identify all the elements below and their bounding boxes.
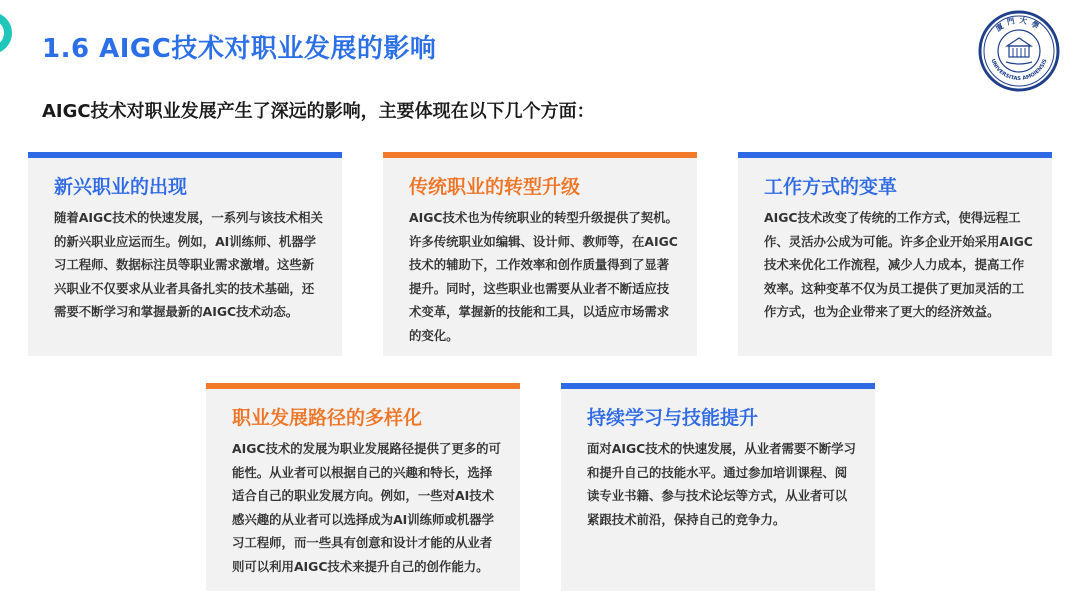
card-title: 传统职业的转型升级 [409, 176, 581, 198]
card-title: 职业发展路径的多样化 [232, 407, 423, 429]
card-body: 面对AIGC技术的快速发展，从业者需要不断学习和提升自己的技能水平。通过参加培训课程、阅读专业书籍、参与技术论坛等方式，从业者可以紧跟技术前沿，保持自己的竞争力。 [587, 441, 856, 527]
card-work-style-change [738, 152, 1052, 356]
card-traditional-jobs-transformation [383, 152, 697, 356]
card-body: 随着AIGC技术的快速发展，一系列与该技术相关的新兴职业应运而生。例如，AI训练师、机器学习工程师、数据标注员等职业需求激增。这些新兴职业不仅要求从业者具备扎实的技术基础，还需要不断学习和掌握最新的AIGC技术动态。 [54, 210, 323, 319]
card-title: 工作方式的变革 [764, 176, 898, 198]
card-career-path-diversity [206, 383, 520, 591]
decorative-ring-icon [0, 12, 12, 54]
page-title: 1.6 AIGC技术对职业发展的影响 [42, 34, 437, 64]
card-accent-bar [738, 152, 1052, 158]
seal-bottom-text: UNIVERSITAS AMOIENSIS [989, 58, 1049, 83]
seal-top-text: 廈門大學 [994, 15, 1044, 34]
card-body: AIGC技术的发展为职业发展路径提供了更多的可能性。从业者可以根据自己的兴趣和特长，选择适合自己的职业发展方向。例如，一些对AI技术感兴趣的从业者可以选择成为AI训练师或机器学习工程师，而一些具有创意和设计才能的从业者则可以利用AIGC技术来提升自己的创作能力。 [232, 441, 501, 574]
card-emerging-jobs [28, 152, 342, 356]
card-body: AIGC技术改变了传统的工作方式，使得远程工作、灵活办公成为可能。许多企业开始采用AIGC技术来优化工作流程，减少人力成本，提高工作效率。这种变革不仅为员工提供了更加灵活的工作方式，也为企业带来了更大的经济效益。 [764, 210, 1033, 319]
card-title: 持续学习与技能提升 [587, 407, 759, 429]
card-accent-bar [383, 152, 697, 158]
card-accent-bar [561, 383, 875, 389]
card-body: AIGC技术也为传统职业的转型升级提供了契机。许多传统职业如编辑、设计师、教师等，在AIGC技术的辅助下，工作效率和创作质量得到了显著提升。同时，这些职业也需要从业者不断适应技术变革，掌握新的技能和工具，以适应市场需求的变化。 [409, 210, 678, 343]
card-continuous-learning [561, 383, 875, 591]
intro-text: AIGC技术对职业发展产生了深远的影响，主要体现在以下几个方面： [42, 101, 595, 122]
university-seal-icon [978, 10, 1060, 92]
card-accent-bar [28, 152, 342, 158]
card-title: 新兴职业的出现 [54, 176, 188, 198]
card-accent-bar [206, 383, 520, 389]
